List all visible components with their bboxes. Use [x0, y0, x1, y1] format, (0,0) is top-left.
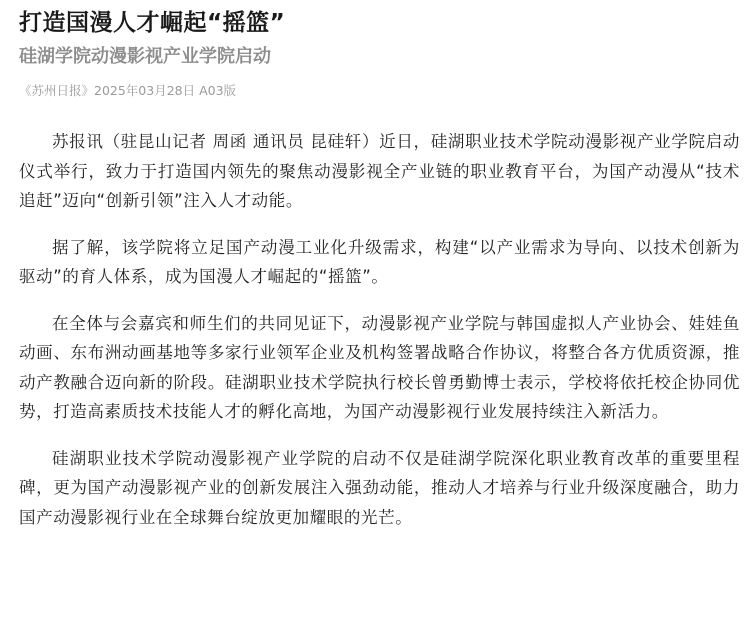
article-subtitle: 硅湖学院动漫影视产业学院启动	[19, 46, 271, 67]
article-headline: 打造国漫人才崛起“摇篮”	[19, 10, 286, 36]
article-paragraph: 苏报讯（驻昆山记者 周函 通讯员 昆硅轩）近日，硅湖职业技术学院动漫影视产业学院启动仪式举行，致力于打造国内领先的聚焦动漫影视全产业链的职业教育平台，为国产动漫从“技术追赶”迈向“创新引领”注入人才动能。	[19, 132, 740, 210]
article-paragraph: 在全体与会嘉宾和师生们的共同见证下，动漫影视产业学院与韩国虚拟人产业协会、娃娃鱼动画、东布洲动画基地等多家行业领军企业及机构签署战略合作协议，将整合各方优质资源，推动产教融合迈向新的阶段。硅湖职业技术学院执行校长曾勇勤博士表示，学校将依托校企协同优势，打造高素质技术技能人才的孵化高地，为国产动漫影视行业发展持续注入新活力。	[19, 313, 740, 421]
article-paragraph: 硅湖职业技术学院动漫影视产业学院的启动不仅是硅湖学院深化职业教育改革的重要里程碑，更为国产动漫影视产业的创新发展注入强劲动能，推动人才培养与行业升级深度融合，助力国产动漫影视行业在全球舞台绽放更加耀眼的光芒。	[19, 448, 740, 527]
article-paragraph: 据了解，该学院将立足国产动漫工业化升级需求，构建“以产业需求为导向、以技术创新为驱动”的育人体系，成为国漫人才崛起的“摇篮”。	[19, 237, 740, 286]
article-body	[19, 127, 740, 532]
article-source: 《苏州日报》2025年03月28日 A03版	[19, 83, 237, 98]
